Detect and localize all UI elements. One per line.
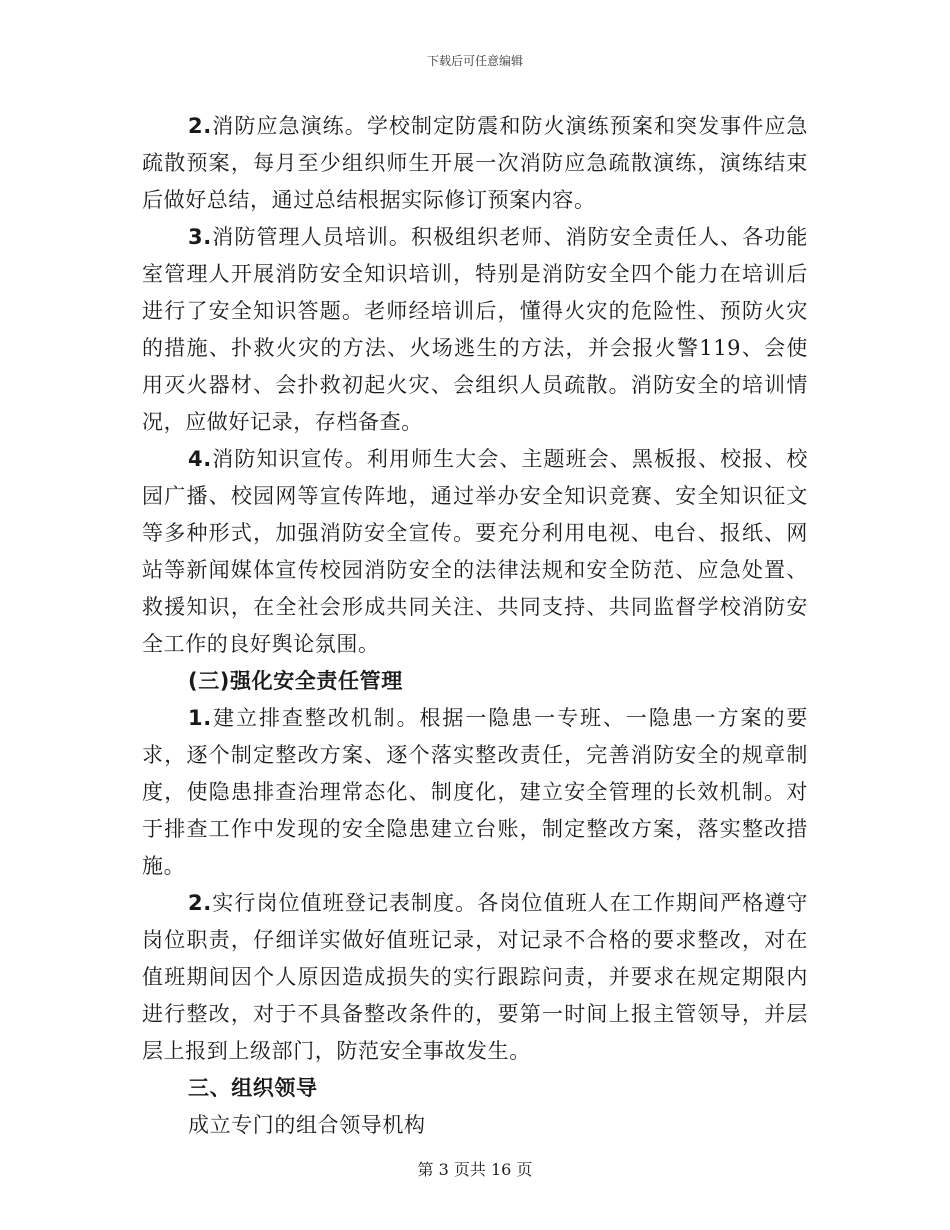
paragraph-duty-registration bbox=[142, 885, 808, 1070]
paragraph-text: 成立专门的组合领导机构 bbox=[188, 1113, 426, 1137]
section-heading-leadership: 三、组织领导 bbox=[188, 1076, 318, 1100]
document-body bbox=[142, 108, 808, 1144]
section-heading-responsibility: (三)强化安全责任管理 bbox=[188, 669, 403, 693]
paragraph-leadership-body bbox=[142, 1107, 808, 1144]
paragraph-fire-publicity bbox=[142, 441, 808, 663]
page-header-note: 下载后可任意编辑 bbox=[426, 54, 523, 68]
item-number: 2. bbox=[188, 891, 212, 915]
item-number: 1. bbox=[188, 706, 212, 730]
paragraph-staff-training bbox=[142, 219, 808, 441]
paragraph-emergency-drill bbox=[142, 108, 808, 219]
paragraph-text: 建立排查整改机制。根据一隐患一专班、一隐患一方案的要求，逐个制定整改方案、逐个落实整改责任，完善消防安全的规章制度，使隐患排查治理常态化、制度化，建立安全管理的长效机制。对于排查工作中发现的安全隐患建立台账，制定整改方案，落实整改措施。 bbox=[142, 706, 808, 878]
page-footer: 第 3 页共 16 页 bbox=[417, 1160, 533, 1179]
paragraph-text: 实行岗位值班登记表制度。各岗位值班人在工作期间严格遵守岗位职责，仔细详实做好值班记录，对记录不合格的要求整改，对在值班期间因个人原因造成损失的实行跟踪问责，并要求在规定期限内进行整改，对于不具备整改条件的，要第一时间上报主管领导，并层层上报到上级部门，防范安全事故发生。 bbox=[142, 891, 808, 1063]
paragraph-text: 消防知识宣传。利用师生大会、主题班会、黑板报、校报、校园广播、校园网等宣传阵地，通过举办安全知识竞赛、安全知识征文等多种形式，加强消防安全宣传。要充分利用电视、电台、报纸、网站等新闻媒体宣传校园消防安全的法律法规和安全防范、应急处置、救援知识，在全社会形成共同关注、共同支持、共同监督学校消防安全工作的良好舆论氛围。 bbox=[142, 447, 808, 656]
item-number: 3. bbox=[188, 225, 212, 249]
paragraph-text: 消防管理人员培训。积极组织老师、消防安全责任人、各功能室管理人开展消防安全知识培训，特别是消防安全四个能力在培训后进行了安全知识答题。老师经培训后，懂得火灾的危险性、预防火灾的措施、扑救火灾的方法、火场逃生的方法，并会报火警119、会使用灭火器材、会扑救初起火灾、会组织人员疏散。消防安全的培训情况，应做好记录，存档备查。 bbox=[142, 225, 808, 434]
paragraph-text: 消防应急演练。学校制定防震和防火演练预案和突发事件应急疏散预案，每月至少组织师生开展一次消防应急疏散演练，演练结束后做好总结，通过总结根据实际修订预案内容。 bbox=[142, 114, 808, 212]
paragraph-inspection-mechanism bbox=[142, 700, 808, 885]
item-number: 4. bbox=[188, 447, 212, 471]
item-number: 2. bbox=[188, 114, 212, 138]
